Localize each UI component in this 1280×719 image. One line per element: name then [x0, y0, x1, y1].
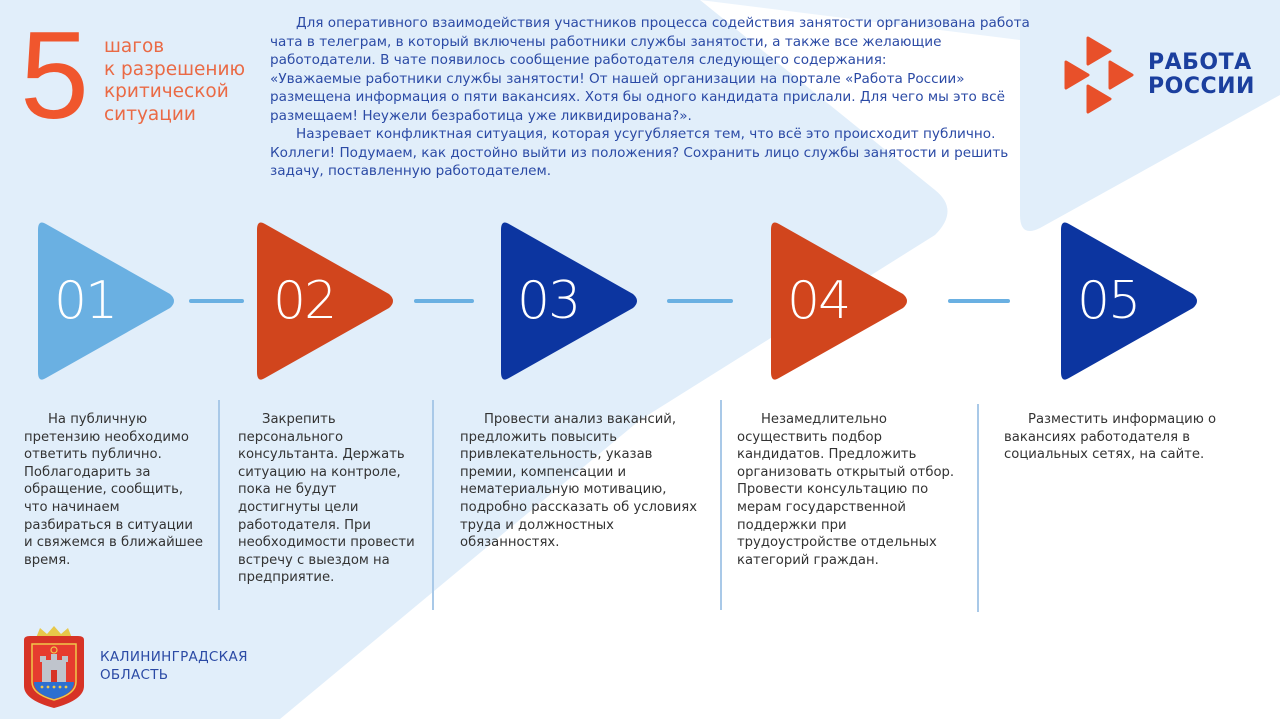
- step-text: Провести анализ вакансий, предложить повысить привлекательность, указав премии, компенсации и нематериальную мотивацию, подробно рассказать об условиях труда и должностных обязанностях.: [460, 412, 698, 551]
- title-line: критической: [104, 81, 229, 102]
- step-05-description: [1004, 411, 1254, 464]
- page-title: [104, 36, 245, 126]
- step-01: [38, 218, 178, 384]
- step-number: 01: [54, 271, 117, 331]
- step-number: 02: [273, 271, 336, 331]
- logo-line-2: РОССИИ: [1148, 74, 1255, 99]
- logo-line-1: РАБОТА: [1148, 50, 1252, 75]
- region-line-2: ОБЛАСТЬ: [100, 667, 169, 683]
- connector-line: [414, 299, 474, 303]
- title-line: ситуации: [104, 103, 196, 125]
- step-text: Закрепить персонального консультанта. Держать ситуацию на контроле, пока не будут достигнуты цели работодателя. При необходимости провести встречу с выездом на предприятие.: [238, 412, 415, 586]
- region-block: [20, 624, 248, 708]
- rabota-rossii-mark-icon: [1062, 36, 1142, 114]
- step-text: Незамедлительно осуществить подбор кандидатов. Предложить организовать открытый отбор. Провести консультацию по мерам государственной поддержки при трудоустройстве отдельных категорий граждан.: [737, 412, 955, 568]
- connector-line: [667, 299, 733, 303]
- connector-line: [189, 299, 244, 303]
- step-03: [501, 218, 641, 384]
- intro-paragraph-2: Назревает конфликтная ситуация, которая усугубляется тем, что всё это происходит публично. Коллеги! Подумаем, как достойно выйти из положения? Сохранить лицо службы занятости и решить задачу, поставленную работодателем.: [270, 126, 1009, 179]
- step-number: 03: [517, 271, 580, 331]
- intro-paragraph-1: Для оперативного взаимодействия участников процесса содействия занятости организована работа чата в телеграм, в который включены работники службы занятости, а также все желающие работодатели. В чате появилось сообщение работодателя следующего содержания:: [270, 15, 1030, 68]
- column-divider: [432, 400, 434, 610]
- intro-text: [270, 14, 1040, 181]
- step-text: На публичную претензию необходимо ответить публично. Поблагодарить за обращение, сообщить, что начинаем разбираться в ситуации и свяжемся в ближайшее время.: [24, 412, 203, 568]
- step-04-description: [737, 411, 962, 569]
- coat-of-arms-icon: [20, 624, 88, 708]
- connector-line: [948, 299, 1010, 303]
- step-04: [771, 218, 911, 384]
- title-line: к разрешению: [104, 58, 246, 80]
- title-line: шагов: [104, 36, 165, 57]
- column-divider: [977, 404, 979, 612]
- step-02: [257, 218, 397, 384]
- big-number-five: 5: [20, 7, 89, 145]
- step-number: 05: [1077, 271, 1140, 331]
- region-line-1: КАЛИНИНГРАДСКАЯ: [100, 649, 248, 665]
- region-name: [100, 648, 248, 684]
- column-divider: [218, 400, 220, 610]
- step-05: [1061, 218, 1201, 384]
- step-text: Разместить информацию о вакансиях работодателя в социальных сетях, на сайте.: [1004, 412, 1217, 463]
- step-01-description: [24, 411, 204, 569]
- intro-quote: «Уважаемые работники службы занятости! От нашей организации на портале «Работа России» размещена информация о пяти вакансиях. Хотя бы одного кандидата прислали. Для чего мы это всё размещаем! Неужели безработица уже ликвидирована?».: [270, 70, 1006, 124]
- step-number: 04: [787, 271, 850, 331]
- column-divider: [720, 400, 722, 610]
- step-03-description: [460, 411, 708, 552]
- step-02-description: [238, 411, 420, 587]
- logo-text: [1148, 51, 1255, 99]
- rabota-rossii-logo: [1062, 36, 1255, 114]
